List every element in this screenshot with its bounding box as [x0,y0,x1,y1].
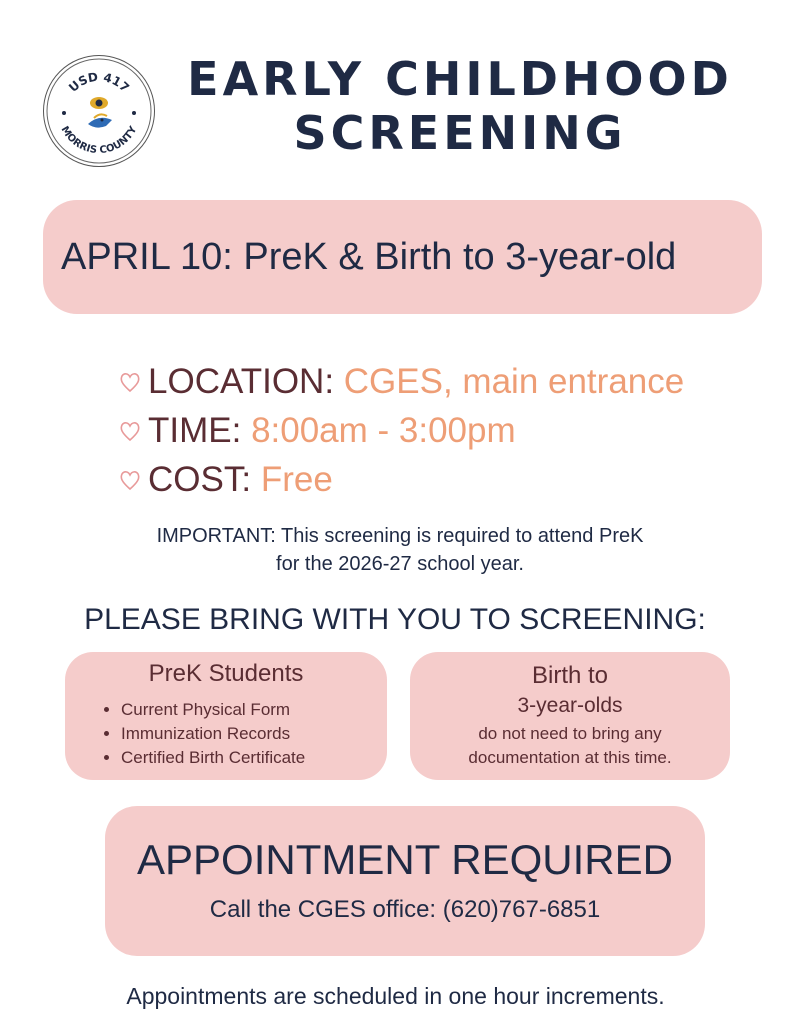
prek-box-title: PreK Students [148,660,304,687]
time-value: 8:00am - 3:00pm [251,411,516,450]
cost-value: Free [260,460,333,499]
page-title-line2: SCREENING [293,106,627,160]
footer-note: Appointments are scheduled in one hour increments. [126,983,665,1009]
location-label: LOCATION: [148,362,335,401]
prek-requirements-box [65,652,387,780]
birth-to-three-box [410,652,730,780]
location-row [118,362,684,402]
heart-icon [118,420,142,442]
bring-heading: PLEASE BRING WITH YOU TO SCREENING: [84,603,706,636]
date-banner [43,200,762,314]
birth-box-line2: 3-year-olds [517,694,623,717]
time-row [118,411,516,451]
location-value: CGES, main entrance [343,362,685,401]
heart-icon [118,371,142,393]
heart-icon [118,469,142,491]
appointment-title: APPOINTMENT REQUIRED [137,836,673,883]
prek-requirements-list [103,698,305,770]
important-note [60,522,740,578]
district-seal-icon [44,56,154,166]
birth-box-line4: documentation at this time. [468,748,672,767]
appointment-box [105,806,705,956]
list-item: • Current Physical Form [121,698,305,722]
page-title-line1: EARLY CHILDHOOD [187,52,733,106]
cost-row [118,460,333,500]
list-item: • Certified Birth Certificate [121,746,305,770]
district-logo [43,55,155,167]
time-label: TIME: [148,411,242,450]
important-line1: IMPORTANT: This screening is required to attend PreK [156,525,644,547]
important-line2: for the 2026-27 school year. [276,553,524,575]
svg-text:USD 417: USD 417 [66,69,132,95]
date-banner-text: APRIL 10: PreK & Birth to 3-year-old [61,236,677,278]
birth-box-line3: do not need to bring any [478,724,662,743]
appointment-phone: Call the CGES office: (620)767-6851 [209,896,601,923]
birth-box-line1: Birth to [531,662,609,689]
list-item: • Immunization Records [121,722,305,746]
cost-label: COST: [148,460,252,499]
svg-text:MORRIS COUNTY: MORRIS COUNTY [58,124,140,157]
